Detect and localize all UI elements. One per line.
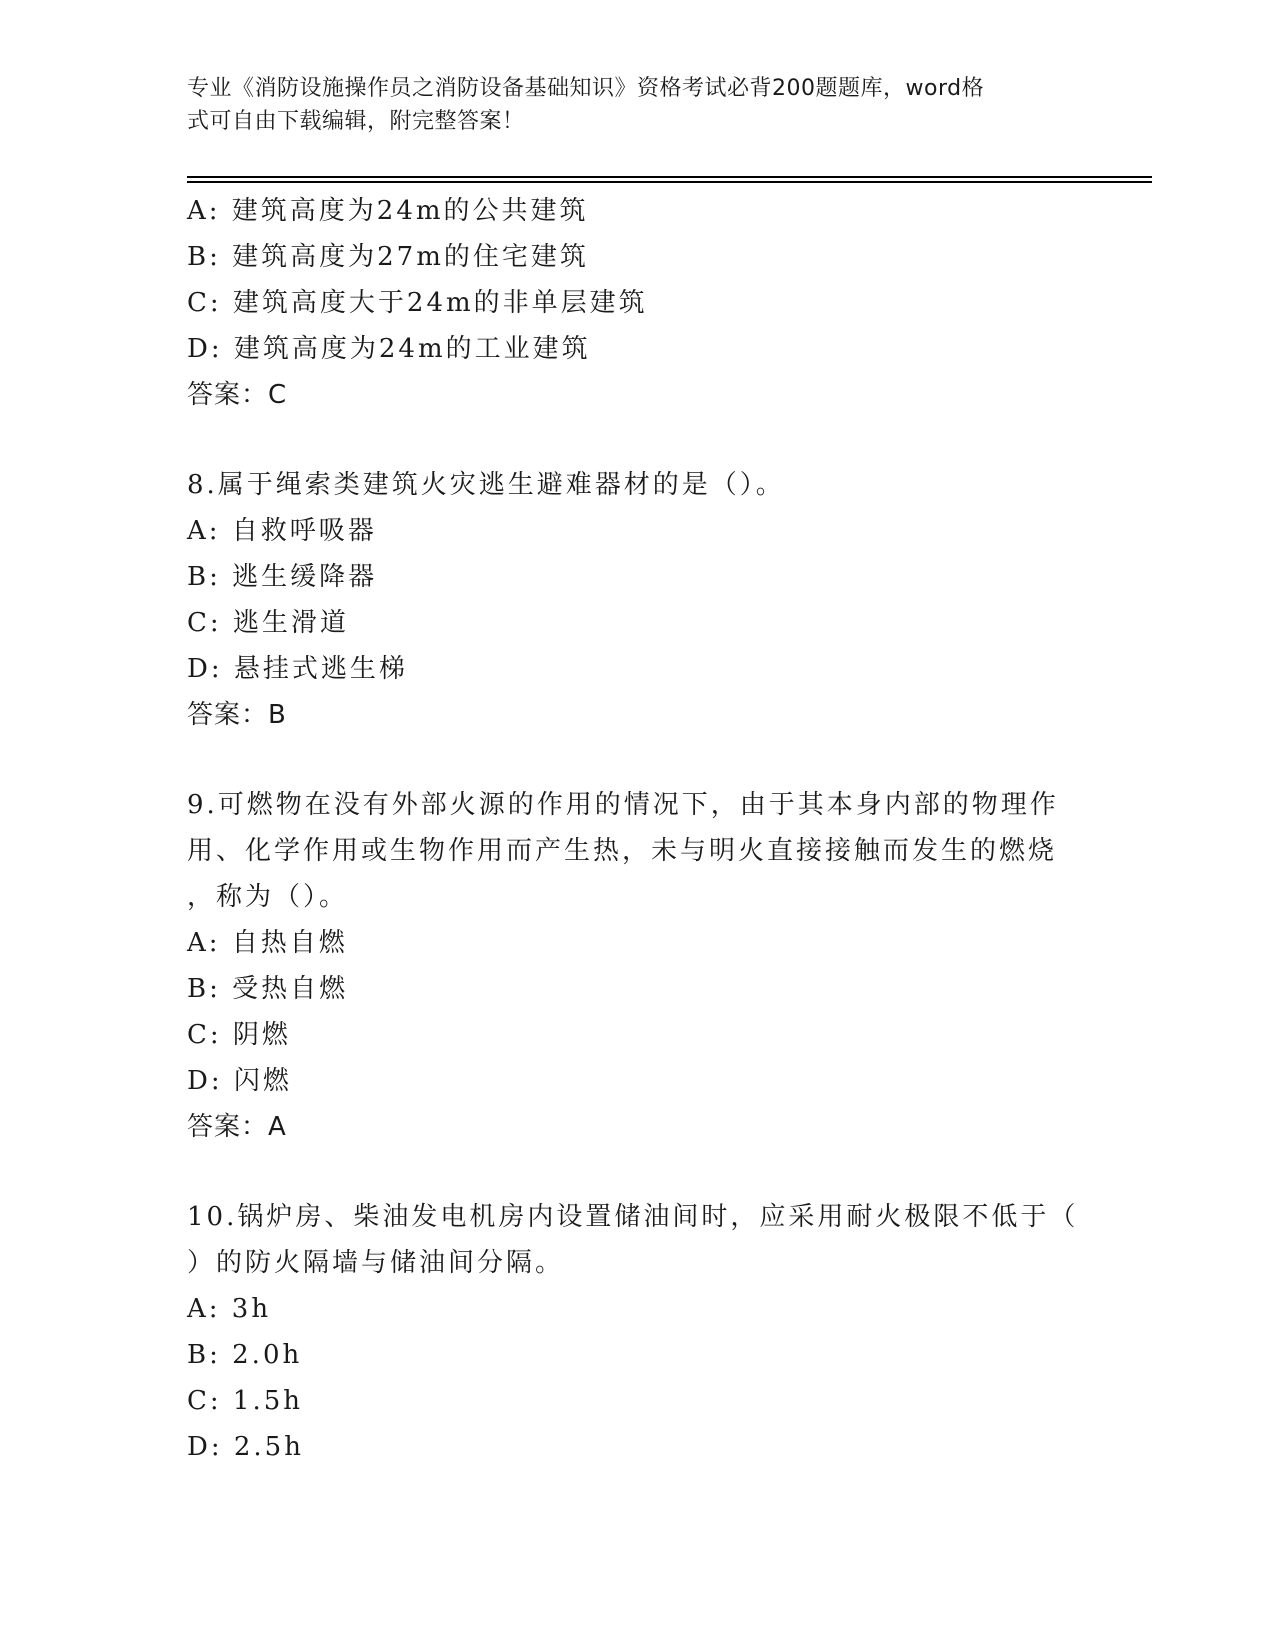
question-text: ）的防火隔墙与储油间分隔。 — [187, 1248, 565, 1278]
answer: 答案：B — [187, 700, 287, 730]
option-c: C: 逃生滑道 — [187, 608, 349, 638]
spacer — [187, 738, 1087, 782]
option-d: D: 闪燃 — [187, 1066, 292, 1096]
option-c: C: 1.5h — [187, 1386, 304, 1416]
question-9 — [187, 782, 1087, 1150]
question-7 — [187, 188, 1087, 418]
header-divider-bottom — [187, 181, 1152, 183]
option-b: B: 逃生缓降器 — [187, 562, 378, 592]
option-d: D: 建筑高度为24m的工业建筑 — [187, 334, 591, 364]
document-header — [187, 72, 1067, 138]
answer: 答案：A — [187, 1112, 287, 1142]
option-b: B: 受热自燃 — [187, 974, 349, 1004]
option-a: A: 3h — [187, 1294, 272, 1324]
option-b: B: 2.0h — [187, 1340, 303, 1370]
spacer — [187, 418, 1087, 462]
answer: 答案：C — [187, 380, 288, 410]
question-text: ，称为（）。 — [187, 882, 349, 912]
option-c: C: 阴燃 — [187, 1020, 291, 1050]
header-line-1: 专业《消防设施操作员之消防设备基础知识》资格考试必背200题题库，word格 — [187, 76, 985, 101]
option-a: A: 建筑高度为24m的公共建筑 — [187, 196, 589, 226]
header-line-2: 式可自由下载编辑，附完整答案！ — [187, 109, 525, 134]
option-d: D: 悬挂式逃生梯 — [187, 654, 408, 684]
question-list — [187, 188, 1087, 1470]
question-text: 9.可燃物在没有外部火源的作用的情况下，由于其本身内部的物理作 — [187, 790, 1059, 820]
option-c: C: 建筑高度大于24m的非单层建筑 — [187, 288, 648, 318]
question-text: 用、化学作用或生物作用而产生热，未与明火直接接触而发生的燃烧 — [187, 836, 1058, 866]
option-a: A: 自救呼吸器 — [187, 516, 377, 546]
option-b: B: 建筑高度为27m的住宅建筑 — [187, 242, 589, 272]
spacer — [187, 1150, 1087, 1194]
option-d: D: 2.5h — [187, 1432, 304, 1462]
question-8 — [187, 462, 1087, 738]
question-10 — [187, 1194, 1087, 1470]
option-a: A: 自热自燃 — [187, 928, 348, 958]
header-divider-top — [187, 176, 1152, 178]
question-text: 10.锅炉房、柴油发电机房内设置储油间时，应采用耐火极限不低于（ — [187, 1202, 1079, 1232]
question-text: 8.属于绳索类建筑火灾逃生避难器材的是（）。 — [187, 470, 785, 500]
